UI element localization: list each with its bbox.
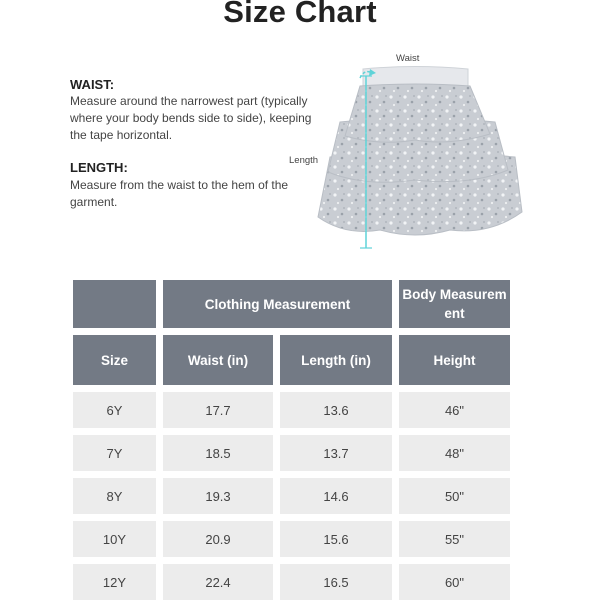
table-cell-length: 13.6 <box>280 392 392 428</box>
table-cell-waist: 20.9 <box>163 521 273 557</box>
table-cell-waist: 19.3 <box>163 478 273 514</box>
table-cell-size: 8Y <box>73 478 156 514</box>
length-label: Length <box>289 155 319 166</box>
skirt-diagram <box>290 52 540 252</box>
length-description: Measure from the waist to the hem of the garment. <box>70 178 289 209</box>
page-title: Size Chart <box>223 0 377 29</box>
blank-header-cell <box>73 280 156 328</box>
waist-label: Waist <box>396 53 420 64</box>
table-cell-height: 55" <box>399 521 510 557</box>
table-cell-length: 14.6 <box>280 478 392 514</box>
skirt-illustration <box>290 52 540 252</box>
table-cell-length: 16.5 <box>280 564 392 600</box>
table-cell-size: 6Y <box>73 392 156 428</box>
table-cell-length: 13.7 <box>280 435 392 471</box>
col-header-length: Length (in) <box>280 335 392 385</box>
table-cell-waist: 17.7 <box>163 392 273 428</box>
col-header-waist: Waist (in) <box>163 335 273 385</box>
table-cell-height: 50" <box>399 478 510 514</box>
length-heading: LENGTH: <box>70 160 128 175</box>
table-cell-length: 15.6 <box>280 521 392 557</box>
body-measurement-line2: ent <box>444 306 465 321</box>
body-measurement-header <box>399 280 510 328</box>
col-header-size: Size <box>73 335 156 385</box>
table-cell-size: 12Y <box>73 564 156 600</box>
clothing-measurement-header: Clothing Measurement <box>163 280 392 328</box>
table-cell-waist: 18.5 <box>163 435 273 471</box>
col-header-height: Height <box>399 335 510 385</box>
waist-description: Measure around the narrowest part (typically where your body bends side to side), keeping the tape horizontal. <box>70 94 312 142</box>
table-cell-height: 48" <box>399 435 510 471</box>
table-cell-waist: 22.4 <box>163 564 273 600</box>
table-cell-size: 7Y <box>73 435 156 471</box>
body-measurement-line1: Body Measurem <box>402 287 507 302</box>
waist-heading: WAIST: <box>70 77 115 92</box>
table-cell-height: 46" <box>399 392 510 428</box>
table-cell-height: 60" <box>399 564 510 600</box>
table-cell-size: 10Y <box>73 521 156 557</box>
